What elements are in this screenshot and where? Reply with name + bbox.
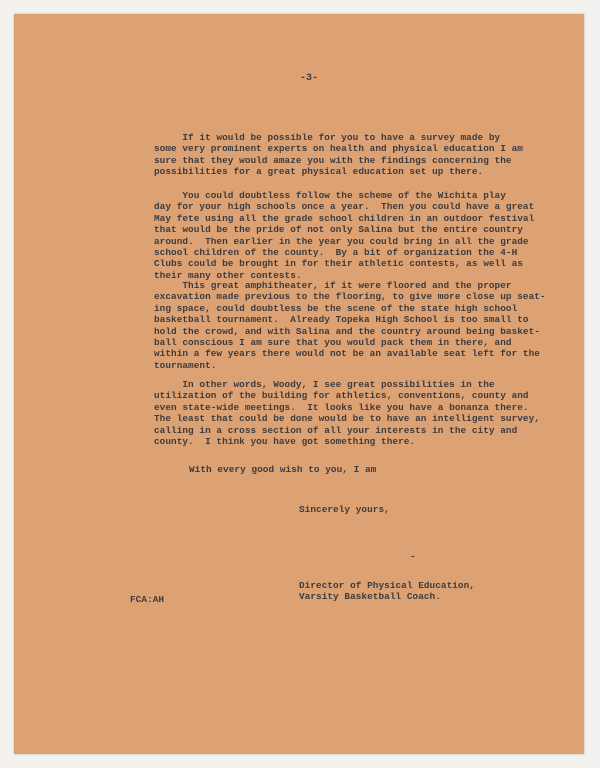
paragraph-possibilities <box>154 379 540 448</box>
reference-initials: FCA:AH <box>130 594 165 605</box>
closing-line: With every good wish to you, I am <box>189 464 377 475</box>
complimentary-close: Sincerely yours, <box>299 504 390 515</box>
text-line: school children of the county. By a bit of organization the 4-H <box>154 247 518 259</box>
text-line: In other words, Woody, I see great possibilities in the <box>154 379 495 390</box>
text-line: basketball tournament. Already Topeka High School is too small to <box>154 314 529 326</box>
page-number: -3- <box>300 73 319 84</box>
text-line: within a few years there would not be an available seat left for the <box>154 348 540 360</box>
signature-title-line: Director of Physical Education, <box>299 580 475 591</box>
text-line: tournament. <box>154 359 217 371</box>
signature-block <box>299 580 475 603</box>
text-line: ball conscious I am sure that you would pack them in there, and <box>154 337 512 349</box>
text-line: You could doubtless follow the scheme of the Wichita play <box>154 190 506 201</box>
paragraph-play-day <box>154 190 535 281</box>
text-line: This great amphitheater, if it were floored and the proper <box>154 280 512 291</box>
text-line: possibilities for a great physical education set up there. <box>154 166 484 178</box>
text-line: If it would be possible for you to have a survey made by <box>154 132 501 143</box>
text-line: May fete using all the grade school children in an outdoor festival <box>154 212 535 224</box>
text-line: hold the crowd, and with Salina and the country around being basket- <box>154 325 540 337</box>
signature-mark: - <box>410 551 416 562</box>
text-line: day for your high schools once a year. Then you could have a great <box>154 201 535 213</box>
text-line: Clubs could be brought in for their athletic contests, as well as <box>154 258 523 270</box>
text-line: some very prominent experts on health and physical education I am <box>154 143 523 155</box>
text-line: utilization of the building for athletics, conventions, county and <box>154 390 529 402</box>
text-line: calling in a cross section of all your interests in the city and <box>154 424 518 436</box>
text-line: The least that could be done would be to have an intelligent survey, <box>154 413 540 425</box>
text-line: even state-wide meetings. It looks like you have a bonanza there. <box>154 401 529 413</box>
text-line: ing space, could doubtless be the scene of the state high school <box>154 302 518 314</box>
paragraph-survey <box>154 132 524 178</box>
text-line: county. I think you have got something there. <box>154 436 416 448</box>
signature-title-line: Varsity Basketball Coach. <box>299 591 441 603</box>
text-line: around. Then earlier in the year you could bring in all the grade <box>154 235 529 247</box>
text-line: sure that they would amaze you with the findings concerning the <box>154 154 512 166</box>
letter-page <box>14 14 584 754</box>
text-line: excavation made previous to the flooring, to give more close up seat- <box>154 291 546 303</box>
text-line: that would be the pride of not only Salina but the entire country <box>154 224 523 236</box>
paragraph-amphitheater <box>154 280 546 371</box>
text-line: their many other contests. <box>154 269 302 281</box>
